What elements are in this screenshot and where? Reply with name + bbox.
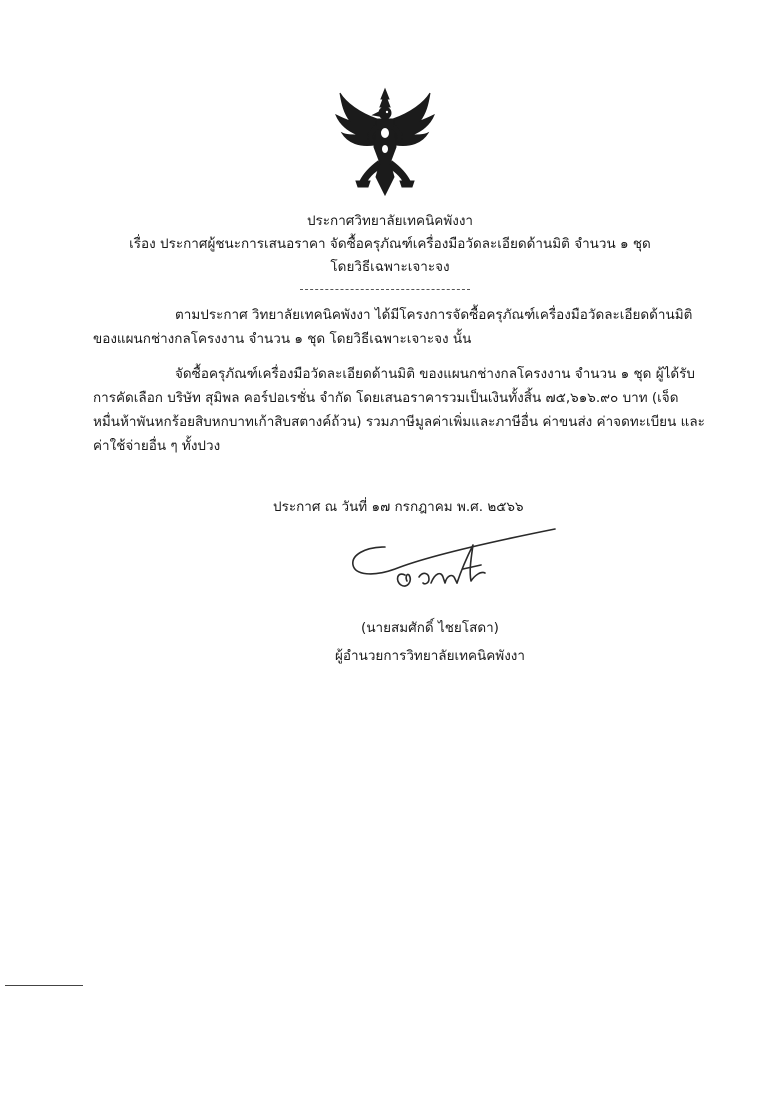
title-divider bbox=[300, 289, 470, 290]
paragraph-2-line: การคัดเลือก บริษัท สุมิพล คอร์ปอเรชั่น จำกัด โดยเสนอราคารวมเป็นเงินทั้งสิ้น ๗๕,๖๑๖.๙๐ บาท (เจ็ด bbox=[93, 390, 679, 406]
subject-text: ประกาศผู้ชนะการเสนอราคา จัดซื้อครุภัณฑ์เครื่องมือวัดละเอียดด้านมิติ จำนวน ๑ ชุด bbox=[160, 236, 651, 252]
signatory-name: (นายสมศักดิ์ ไชยโสดา) bbox=[361, 620, 499, 636]
footer-rule bbox=[5, 985, 83, 986]
title-block bbox=[60, 210, 720, 279]
paragraph-2 bbox=[93, 362, 705, 458]
signatory-position: ผู้อำนวยการวิทยาลัยเทคนิคพังงา bbox=[335, 648, 525, 664]
garuda-emblem-icon bbox=[330, 85, 440, 200]
method-line: โดยวิธีเฉพาะเจาะจง bbox=[330, 259, 450, 275]
paragraph-1-line: ของแผนกช่างกลโครงงาน จำนวน ๑ ชุด โดยวิธีเฉพาะเจาะจง นั้น bbox=[93, 331, 472, 347]
subject-row bbox=[60, 233, 720, 256]
paragraph-1-line: ตามประกาศ วิทยาลัยเทคนิคพังงา ได้มีโครงการจัดซื้อครุภัณฑ์เครื่องมือวัดละเอียดด้านมิติ bbox=[175, 307, 693, 323]
paragraph-2-line: หมื่นห้าพันหกร้อยสิบหกบาทเก้าสิบสตางค์ถ้วน) รวมภาษีมูลค่าเพิ่มและภาษีอื่น ค่าขนส่ง ค่าจดทะเบียน และ bbox=[93, 414, 705, 430]
subject-label: เรื่อง bbox=[129, 236, 156, 252]
paragraph-2-line: จัดซื้อครุภัณฑ์เครื่องมือวัดละเอียดด้านมิติ ของแผนกช่างกลโครงงาน จำนวน ๑ ชุด ผู้ได้รับ bbox=[175, 366, 695, 382]
organization-line: ประกาศวิทยาลัยเทคนิคพังงา bbox=[306, 213, 473, 229]
announcement-date: ประกาศ ณ วันที่ ๑๗ กรกฎาคม พ.ศ. ๒๕๖๖ bbox=[273, 499, 524, 515]
paragraph-2-line: ค่าใช้จ่ายอื่น ๆ ทั้งปวง bbox=[93, 438, 221, 454]
paragraph-1 bbox=[93, 303, 693, 351]
handwritten-signature-icon bbox=[345, 525, 565, 605]
